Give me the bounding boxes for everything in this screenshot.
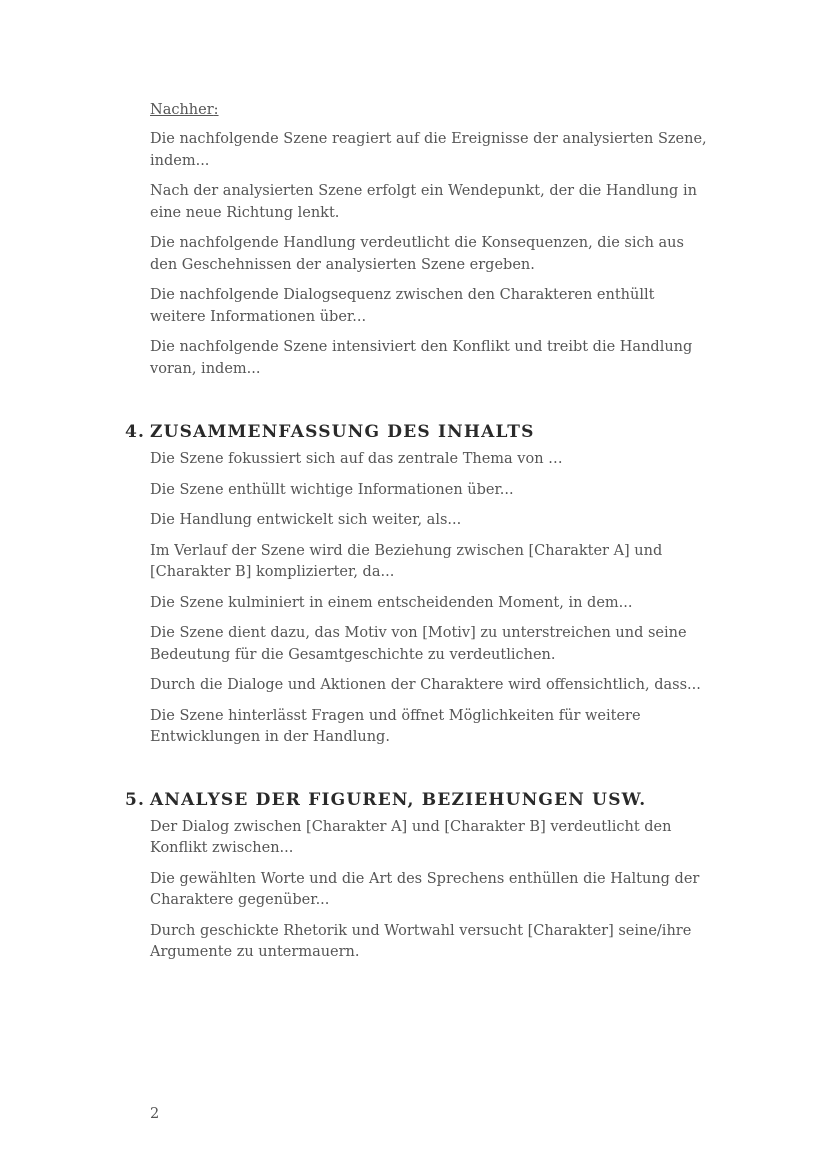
nachher-paragraph: Die nachfolgende Szene intensiviert den Konflikt und treibt die Handlung voran, indem... <box>150 339 693 377</box>
nachher-paragraph: Die nachfolgende Handlung verdeutlicht die Konsequenzen, die sich aus den Geschehnissen der analysierten Szene ergeben. <box>150 235 684 273</box>
analysis-paragraph: Die gewählten Worte und die Art des Sprechens enthüllen die Haltung der Charaktere gegenüber... <box>150 870 700 908</box>
section-number: 5. <box>125 789 146 810</box>
nachher-subheading <box>150 100 710 121</box>
page-number: 2 <box>150 1106 160 1122</box>
nachher-paragraph: Die nachfolgende Szene reagiert auf die Ereignisse der analysierten Szene, indem... <box>150 131 707 169</box>
summary-paragraph: Die Szene fokussiert sich auf das zentrale Thema von … <box>150 451 563 467</box>
nachher-colon: : <box>213 102 219 118</box>
nachher-section <box>150 100 710 380</box>
section-heading-character-analysis <box>125 789 710 811</box>
summary-paragraph: Die Szene dient dazu, das Motiv von [Motiv] zu unterstreichen und seine Bedeutung für die Gesamtgeschichte zu verdeutlichen. <box>150 625 687 663</box>
section-character-analysis <box>125 789 710 964</box>
summary-paragraph: Die Handlung entwickelt sich weiter, als... <box>150 512 462 528</box>
section-number: 4. <box>125 422 146 442</box>
nachher-label: Nachher <box>150 102 214 118</box>
analysis-paragraph: Der Dialog zwischen [Charakter A] und [Charakter B] verdeutlicht den Konflikt zwischen... <box>150 818 672 856</box>
nachher-paragraph: Nach der analysierten Szene erfolgt ein Wendepunkt, der die Handlung in eine neue Richtung lenkt. <box>150 183 697 221</box>
summary-paragraph: Die Szene kulminiert in einem entscheidenden Moment, in dem... <box>150 594 633 611</box>
summary-paragraph: Durch die Dialoge und Aktionen der Charaktere wird offensichtlich, dass... <box>150 677 701 693</box>
summary-paragraph: Die Szene enthüllt wichtige Informationen über... <box>150 481 514 498</box>
section-title: ZUSAMMENFASSUNG DES INHALTS <box>150 422 535 442</box>
section-summary <box>125 421 710 749</box>
section-heading-summary <box>125 421 710 443</box>
summary-paragraph: Im Verlauf der Szene wird die Beziehung zwischen [Charakter A] und [Charakter B] komplizierter, da... <box>150 542 663 580</box>
analysis-paragraph: Durch geschickte Rhetorik und Wortwahl versucht [Charakter] seine/ihre Argumente zu untermauern. <box>150 922 692 960</box>
summary-paragraph: Die Szene hinterlässt Fragen und öffnet Möglichkeiten für weitere Entwicklungen in der Handlung. <box>150 707 641 745</box>
section-title: ANALYSE DER FIGUREN, BEZIEHUNGEN USW. <box>150 789 647 810</box>
page-content <box>125 100 710 973</box>
nachher-paragraph: Die nachfolgende Dialogsequenz zwischen den Charakteren enthüllt weitere Informationen über... <box>150 287 655 325</box>
